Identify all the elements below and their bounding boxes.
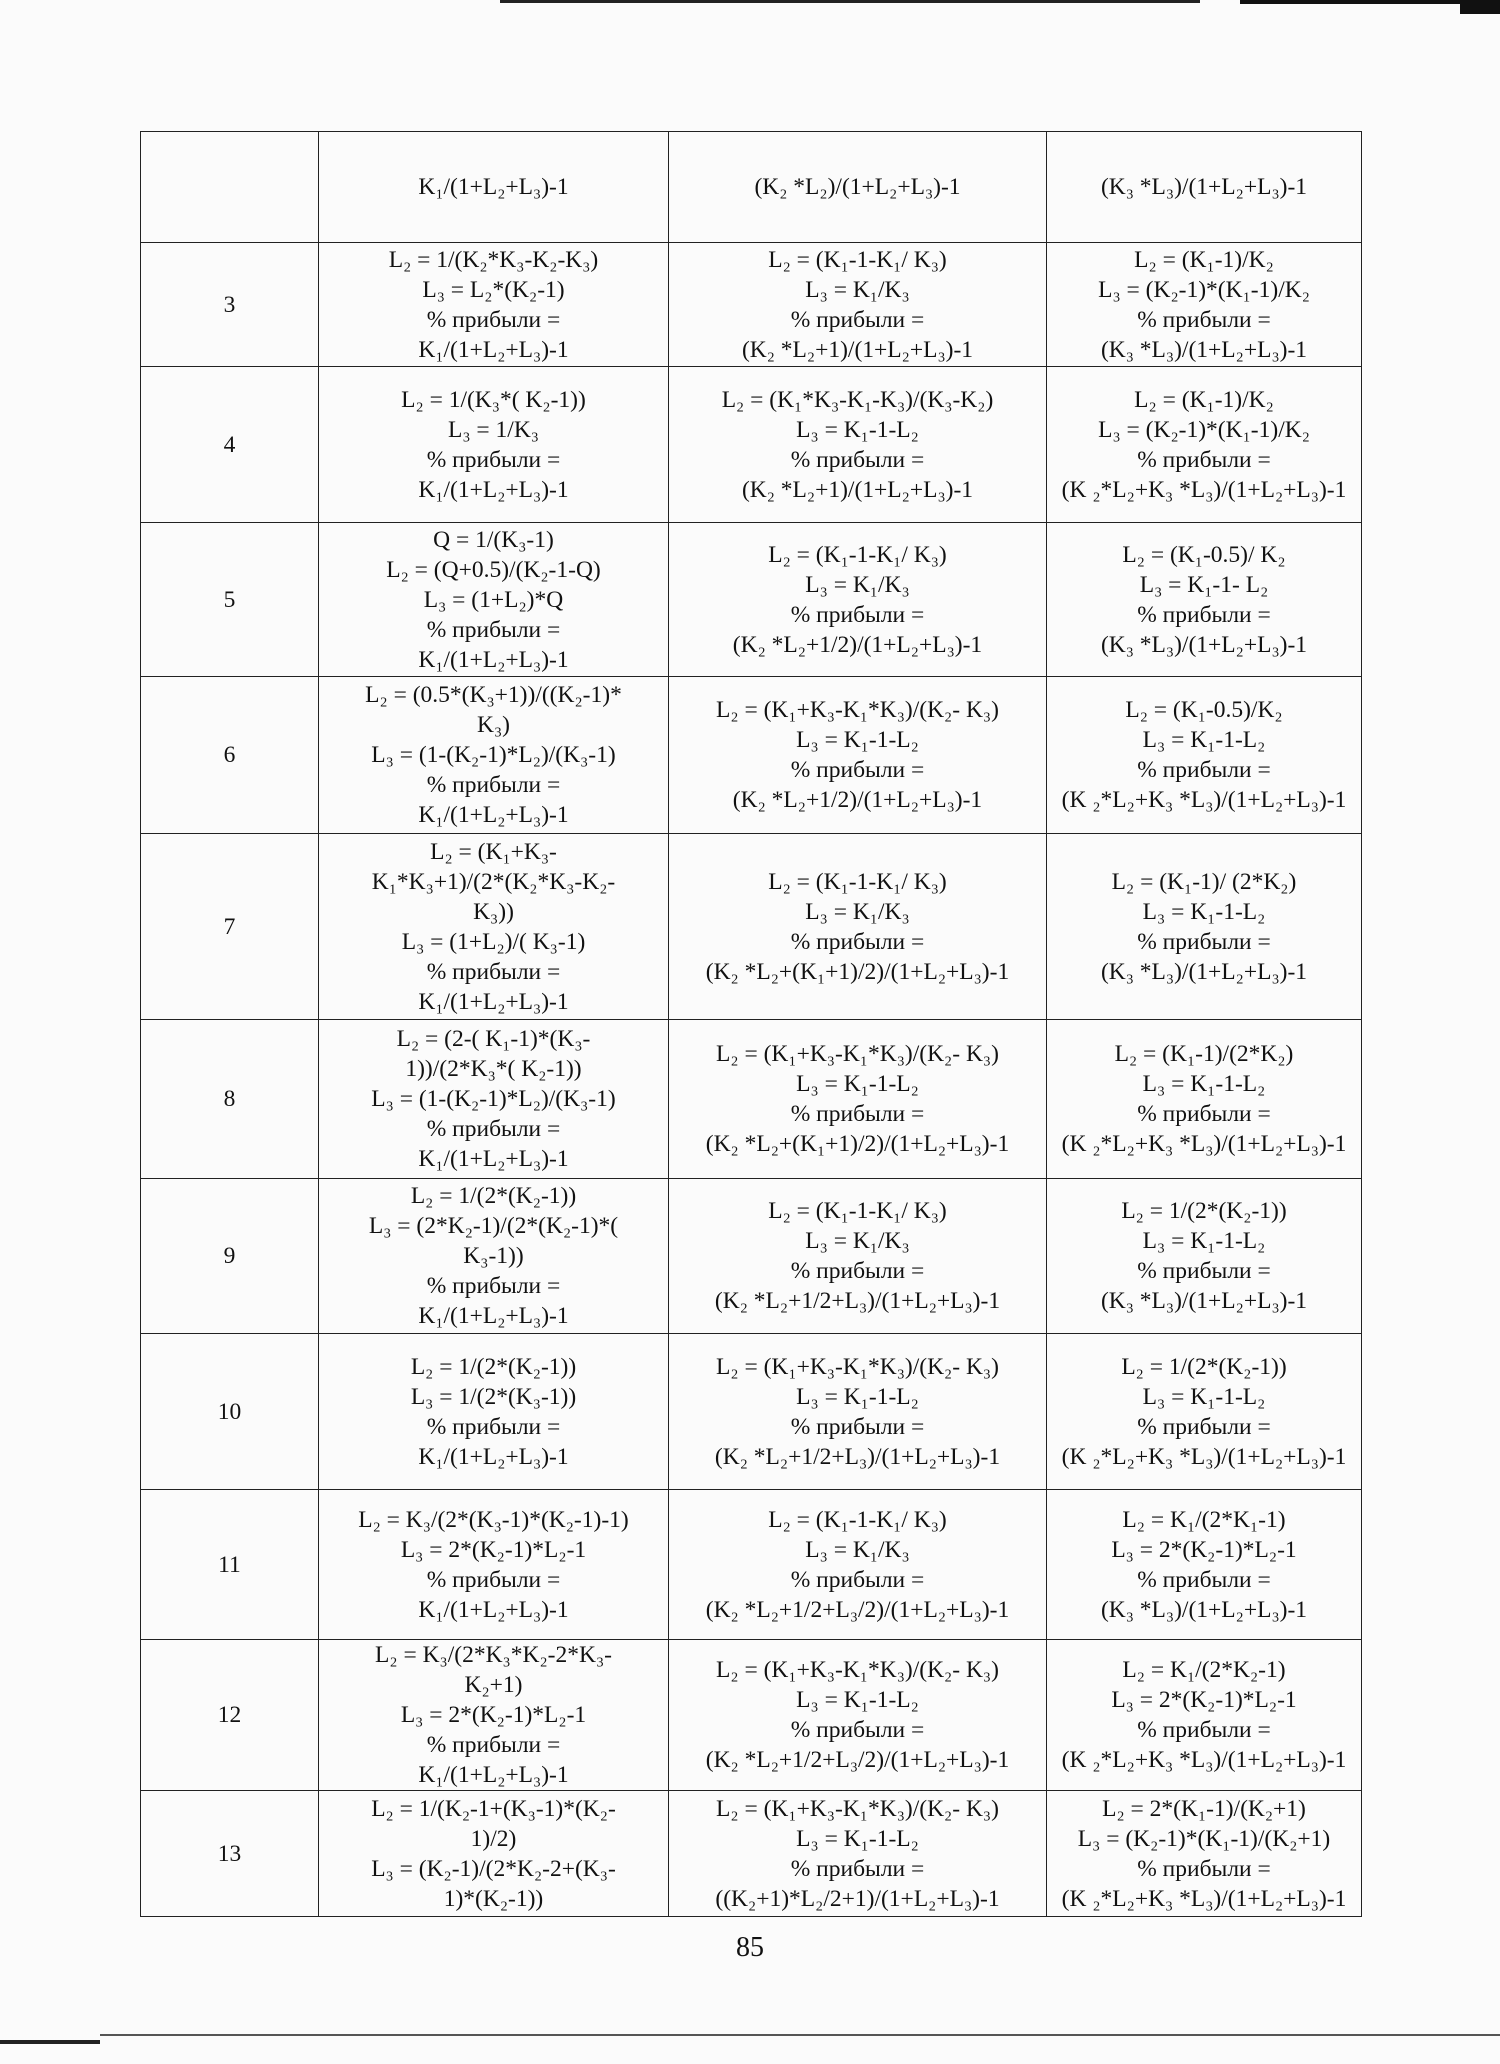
formula-line: L₃ = (1+L₂)/( K₃-1) [401,928,586,955]
formula-cell-col1 [319,1490,669,1640]
formula-line: % прибыли = [790,446,925,473]
formula-line: L₂ = K₁/(2*K₂-1) [1122,1657,1286,1683]
formula-line: L₃ = K₁-1-L₂ [1142,1228,1266,1254]
formula-line: (K ₂*L₂+K₃ *L₃)/(1+L₂+L₃)-1 [1061,1131,1347,1157]
formula-cell-col1 [319,132,669,243]
formula-line: L₂ = (K₁+K₃-K₁*K₃)/(K₂- K₃) [716,1795,999,1822]
formula-line: K₁/(1+L₂+L₃)-1 [418,1762,569,1788]
formula-line: L₂ = (K₁-1-K₁/ K₃) [768,1198,947,1224]
formula-line: L₃ = K₁-1-L₂ [1142,1383,1266,1410]
formula-line: L₃ = K₁-1-L₂ [796,727,919,753]
formula-line: L₃ = K₁-1-L₂ [796,1383,919,1410]
formula-table [140,131,1362,1917]
formula-line: (K₃ *L₃)/(1+L₂+L₃)-1 [1100,336,1308,363]
formula-cell-col2 [669,1334,1047,1490]
row-number-cell: 5 [141,523,319,677]
formula-line: (K₃ *L₃)/(1+L₂+L₃)-1 [1100,631,1308,658]
formula-line: L₃ = K₁-1-L₂ [796,1071,919,1097]
formula-line: K₁/(1+L₂+L₃)-1 [418,988,569,1015]
formula-line: % прибыли = [426,1273,561,1299]
formula-line: K₁*K₃+1)/(2*(K₂*K₃-K₂- [371,868,616,895]
formula-line: L₃ = 2*(K₂-1)*L₂-1 [400,1702,587,1728]
formula-cell-col3 [1047,1020,1362,1179]
row-number-cell: 9 [141,1179,319,1334]
formula-line: (K₃ *L₃)/(1+L₂+L₃)-1 [1100,1288,1308,1314]
formula-line: L₂ = 1/(K₃*( K₂-1)) [401,386,586,413]
formula-line: K₁/(1+L₂+L₃)-1 [418,336,569,363]
formula-line: L₃ = K₁-1- L₂ [1139,571,1269,598]
formula-line: (K ₂*L₂+K₃ *L₃)/(1+L₂+L₃)-1 [1061,787,1347,813]
formula-line: % прибыли = [790,1717,925,1743]
formula-line: L₂ = (2-( K₁-1)*(K₃- [396,1026,591,1052]
formula-cell-col1 [319,1179,669,1334]
formula-line: K₂+1) [464,1672,523,1698]
formula-line: L₃ = 2*(K₂-1)*L₂-1 [1111,1536,1297,1563]
formula-line: L₂ = (K₁+K₃-K₁*K₃)/(K₂- K₃) [716,1657,999,1683]
formula-line: (K₂ *L₂+1/2+L₃/2)/(1+L₂+L₃)-1 [705,1747,1010,1773]
table-row [141,523,1362,677]
formula-cell-col3 [1047,367,1362,523]
formula-cell-col1 [319,1020,669,1179]
formula-cell-col1 [319,243,669,367]
formula-line: L₂ = (K₁-1)/K₂ [1134,246,1274,273]
formula-line: L₃ = (K₂-1)*(K₁-1)/K₂ [1098,276,1310,303]
formula-line: L₃ = (K₂-1)*(K₁-1)/(K₂+1) [1077,1825,1331,1852]
formula-line: % прибыли = [790,1101,925,1127]
formula-line: (K₂ *L₂+1/2+L₃)/(1+L₂+L₃)-1 [714,1443,1001,1470]
scan-corner-mark [1460,0,1500,14]
formula-line: L₂ = 1/(K₂*K₃-K₂-K₃) [388,246,599,273]
formula-line: % прибыли = [1137,446,1271,473]
formula-line: % прибыли = [790,306,925,333]
formula-line: % прибыли = [426,616,561,643]
formula-line: % прибыли = [1137,928,1271,955]
formula-line: K₁/(1+L₂+L₃)-1 [418,1596,569,1623]
formula-line: % прибыли = [790,757,925,783]
formula-line: (K₂ *L₂+1/2)/(1+L₂+L₃)-1 [732,631,983,658]
formula-line: (K₂ *L₂+(K₁+1)/2)/(1+L₂+L₃)-1 [705,958,1010,985]
formula-cell-col2 [669,1179,1047,1334]
formula-line: K₁/(1+L₂+L₃)-1 [418,1303,569,1329]
formula-line: L₂ = (K₁-1-K₁/ K₃) [768,246,947,273]
row-number-cell: 7 [141,834,319,1020]
formula-line: L₃ = K₁-1-L₂ [796,1687,919,1713]
formula-line: L₂ = K₃/(2*K₃*K₂-2*K₃- [375,1642,612,1668]
formula-line: % прибыли = [1137,1101,1271,1127]
formula-line: L₂ = 1/(2*(K₂-1)) [1121,1198,1287,1224]
scan-edge-top-right [1240,0,1480,4]
formula-line: L₂ = (K₁-1)/K₂ [1134,386,1274,413]
formula-line: 1)/2) [470,1825,517,1852]
formula-line: % прибыли = [426,306,561,333]
formula-line: L₂ = 1/(2*(K₂-1)) [410,1353,577,1380]
formula-line: (K ₂*L₂+K₃ *L₃)/(1+L₂+L₃)-1 [1061,1443,1347,1470]
formula-line: % прибыли = [1137,1566,1271,1593]
table-row [141,1179,1362,1334]
formula-line: (K₃ *L₃)/(1+L₂+L₃)-1 [1100,958,1308,985]
formula-line: % прибыли = [790,1566,925,1593]
formula-line: % прибыли = [790,928,925,955]
formula-line: K₃-1)) [463,1243,524,1269]
formula-cell-col2 [669,834,1047,1020]
formula-line: L₂ = (K₁-1-K₁/ K₃) [768,541,947,568]
formula-line: L₂ = 1/(2*(K₂-1)) [1121,1353,1287,1380]
formula-line: L₃ = K₁/K₃ [805,1228,910,1254]
formula-cell-col1 [319,367,669,523]
formula-cell-col3 [1047,243,1362,367]
row-number-cell: 12 [141,1640,319,1791]
formula-line: K₁/(1+L₂+L₃)-1 [418,802,569,828]
table-row [141,834,1362,1020]
formula-line: L₂ = (K₁-1-K₁/ K₃) [768,868,947,895]
formula-line: L₃ = (1+L₂)*Q [423,586,564,613]
formula-line: L₂ = (K₁+K₃-K₁*K₃)/(K₂- K₃) [716,1353,999,1380]
table-row [141,1640,1362,1791]
formula-cell-col3 [1047,132,1362,243]
row-number-cell: 8 [141,1020,319,1179]
formula-line: L₂ = 1/(K₂-1+(K₃-1)*(K₂- [371,1795,616,1822]
formula-line: L₃ = (1-(K₂-1)*L₂)/(K₃-1) [371,1086,616,1112]
table-row [141,1791,1362,1917]
formula-cell-col2 [669,1640,1047,1791]
formula-line: L₂ = (K₁*K₃-K₁-K₃)/(K₃-K₂) [721,386,994,413]
formula-line: % прибыли = [790,1258,925,1284]
formula-line: K₁/(1+L₂+L₃)-1 [418,174,569,200]
formula-line: 1)*(K₂-1)) [443,1885,544,1912]
formula-line: L₂ = (0.5*(K₃+1))/((K₂-1)* [365,682,622,708]
formula-line: K₁/(1+L₂+L₃)-1 [418,476,569,503]
table-row [141,1020,1362,1179]
formula-cell-col3 [1047,1179,1362,1334]
formula-line: % прибыли = [426,958,561,985]
formula-cell-col1 [319,523,669,677]
formula-line: L₂ = (K₁-1-K₁/ K₃) [768,1506,947,1533]
formula-cell-col1 [319,677,669,834]
formula-line: ((K₂+1)*L₂/2+1)/(1+L₂+L₃)-1 [715,1885,1000,1912]
formula-line: K₁/(1+L₂+L₃)-1 [418,1443,569,1470]
formula-line: L₃ = 2*(K₂-1)*L₂-1 [400,1536,587,1563]
formula-cell-col2 [669,523,1047,677]
table-row [141,367,1362,523]
formula-line: L₃ = K₁/K₃ [805,276,910,303]
formula-line: L₃ = (K₂-1)*(K₁-1)/K₂ [1098,416,1310,443]
formula-cell-col3 [1047,1490,1362,1640]
row-number-cell: 13 [141,1791,319,1917]
scan-edge-bottom [100,2034,1500,2036]
formula-line: L₂ = K₁/(2*K₁-1) [1122,1506,1286,1533]
formula-cell-col1 [319,1640,669,1791]
formula-cell-col2 [669,1490,1047,1640]
formula-line: (K₂ *L₂)/(1+L₂+L₃)-1 [754,174,961,200]
formula-line: L₃ = (K₂-1)/(2*K₂-2+(K₃- [371,1855,616,1882]
scan-edge-top [500,0,1200,3]
formula-line: (K₂ *L₂+1)/(1+L₂+L₃)-1 [741,336,974,363]
formula-line: K₁/(1+L₂+L₃)-1 [418,646,569,673]
formula-line: L₃ = (2*K₂-1)/(2*(K₂-1)*( [368,1213,619,1239]
formula-line: % прибыли = [426,772,561,798]
formula-line: L₂ = (K₁-0.5)/K₂ [1125,697,1283,723]
formula-line: % прибыли = [426,1732,561,1758]
scan-edge-bottom-left [0,2040,100,2044]
formula-cell-col2 [669,367,1047,523]
formula-line: L₃ = (1-(K₂-1)*L₂)/(K₃-1) [371,742,616,768]
formula-line: K₁/(1+L₂+L₃)-1 [418,1146,569,1172]
formula-cell-col2 [669,1020,1047,1179]
formula-line: 1))/(2*K₃*( K₂-1)) [405,1056,582,1082]
formula-line: % прибыли = [426,1566,561,1593]
row-number-cell [141,132,319,243]
formula-cell-col1 [319,1791,669,1917]
formula-line: L₃ = K₁/K₃ [805,898,910,925]
formula-line: L₃ = K₁/K₃ [805,571,910,598]
row-number-cell: 10 [141,1334,319,1490]
formula-line: L₂ = (Q+0.5)/(K₂-1-Q) [386,556,601,583]
formula-line: L₂ = (K₁+K₃- [430,838,557,865]
formula-line: L₂ = (K₁+K₃-K₁*K₃)/(K₂- K₃) [716,1041,999,1067]
formula-line: (K₂ *L₂+1/2)/(1+L₂+L₃)-1 [732,787,983,813]
formula-line: L₂ = (K₁-0.5)/ K₂ [1122,541,1286,568]
formula-cell-col1 [319,834,669,1020]
formula-line: (K₃ *L₃)/(1+L₂+L₃)-1 [1100,174,1308,200]
formula-cell-col2 [669,132,1047,243]
formula-line: (K₃ *L₃)/(1+L₂+L₃)-1 [1100,1596,1308,1623]
formula-line: % прибыли = [426,446,561,473]
formula-line: (K ₂*L₂+K₃ *L₃)/(1+L₂+L₃)-1 [1061,1885,1347,1912]
formula-line: L₃ = K₁-1-L₂ [1142,727,1266,753]
formula-line: (K ₂*L₂+K₃ *L₃)/(1+L₂+L₃)-1 [1061,1747,1347,1773]
formula-line: % прибыли = [426,1413,561,1440]
table-row [141,1490,1362,1640]
formula-line: (K₂ *L₂+(K₁+1)/2)/(1+L₂+L₃)-1 [705,1131,1010,1157]
formula-line: % прибыли = [426,1116,561,1142]
formula-line: % прибыли = [790,1413,925,1440]
table-row [141,677,1362,834]
formula-line: L₃ = K₁-1-L₂ [796,416,919,443]
row-number-cell: 6 [141,677,319,834]
formula-line: % прибыли = [1137,1855,1271,1882]
formula-line: Q = 1/(K₃-1) [433,526,554,553]
formula-line: % прибыли = [790,601,925,628]
formula-line: L₃ = 1/(2*(K₃-1)) [410,1383,577,1410]
formula-line: L₃ = K₁-1-L₂ [796,1825,919,1852]
row-number-cell: 4 [141,367,319,523]
formula-cell-col3 [1047,1791,1362,1917]
formula-line: % прибыли = [790,1855,925,1882]
formula-line: (K₂ *L₂+1/2+L₃)/(1+L₂+L₃)-1 [714,1288,1001,1314]
formula-cell-col3 [1047,834,1362,1020]
formula-cell-col3 [1047,1640,1362,1791]
formula-line: % прибыли = [1137,1413,1271,1440]
row-number-cell: 11 [141,1490,319,1640]
formula-line: L₃ = K₁/K₃ [805,1536,910,1563]
formula-cell-col2 [669,243,1047,367]
formula-line: L₃ = K₁-1-L₂ [1142,1071,1266,1097]
table-row [141,243,1362,367]
formula-line: (K₂ *L₂+1)/(1+L₂+L₃)-1 [741,476,974,503]
formula-line: L₂ = (K₁+K₃-K₁*K₃)/(K₂- K₃) [716,697,999,723]
table-body [141,132,1362,1917]
formula-line: (K₂ *L₂+1/2+L₃/2)/(1+L₂+L₃)-1 [705,1596,1010,1623]
formula-line: % прибыли = [1137,757,1271,783]
formula-cell-col2 [669,677,1047,834]
formula-line: L₂ = (K₁-1)/(2*K₂) [1114,1041,1294,1067]
formula-line: % прибыли = [1137,601,1271,628]
formula-line: % прибыли = [1137,306,1271,333]
formula-cell-col1 [319,1334,669,1490]
formula-cell-col3 [1047,1334,1362,1490]
formula-line: K₃) [477,712,510,738]
formula-line: L₃ = K₁-1-L₂ [1142,898,1266,925]
formula-line: L₃ = 1/K₃ [448,416,539,443]
table-row [141,1334,1362,1490]
formula-line: (K ₂*L₂+K₃ *L₃)/(1+L₂+L₃)-1 [1061,476,1347,503]
formula-line: % прибыли = [1137,1258,1271,1284]
formula-line: L₂ = 2*(K₁-1)/(K₂+1) [1102,1795,1306,1822]
formula-cell-col3 [1047,677,1362,834]
row-number-cell: 3 [141,243,319,367]
formula-cell-col3 [1047,523,1362,677]
formula-line: L₃ = 2*(K₂-1)*L₂-1 [1111,1687,1297,1713]
formula-line: L₂ = 1/(2*(K₂-1)) [410,1183,577,1209]
formula-line: L₂ = K₃/(2*(K₃-1)*(K₂-1)-1) [358,1506,629,1533]
table-row [141,132,1362,243]
formula-line: % прибыли = [1137,1717,1271,1743]
formula-line: L₂ = (K₁-1)/ (2*K₂) [1111,868,1297,895]
page-number: 85 [736,1932,764,1963]
formula-line: L₃ = L₂*(K₂-1) [422,276,565,303]
formula-cell-col2 [669,1791,1047,1917]
formula-line: K₃)) [473,898,514,925]
